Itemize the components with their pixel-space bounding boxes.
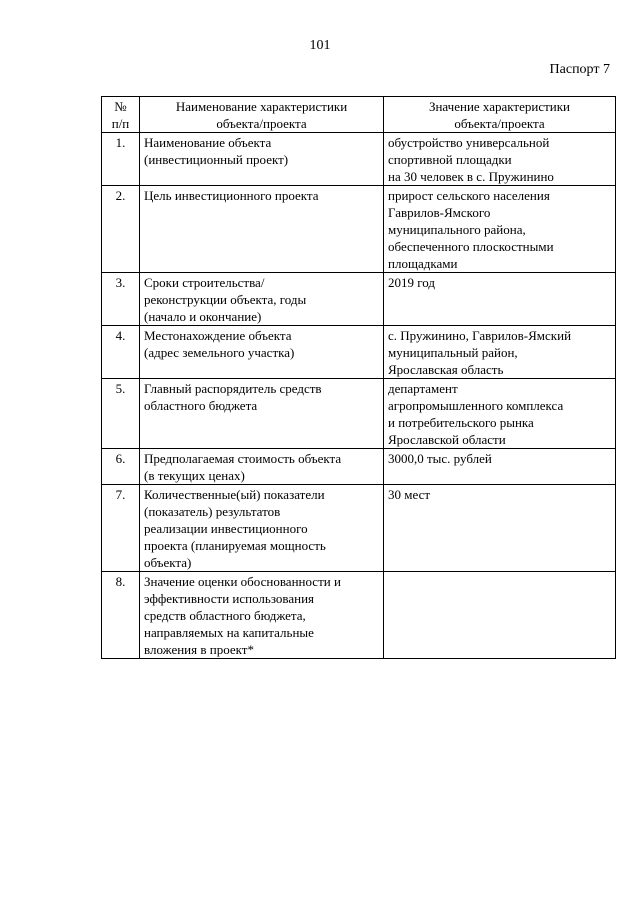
table-row	[102, 186, 616, 273]
row-name: Сроки строительства/ реконструкции объекта, годы (начало и окончание)	[140, 273, 384, 326]
table-row	[102, 133, 616, 186]
table-row	[102, 326, 616, 379]
row-value: 30 мест	[384, 485, 616, 572]
row-value: 3000,0 тыс. рублей	[384, 449, 616, 485]
header-characteristic-name: Наименование характеристики объекта/проекта	[140, 97, 384, 133]
table-row	[102, 485, 616, 572]
row-name: Значение оценки обоснованности и эффективности использования средств областного бюджета, направляемых на капитальные вложения в проект*	[140, 572, 384, 659]
row-value: департамент агропромышленного комплекса и потребительского рынка Ярославской области	[384, 379, 616, 449]
row-name: Наименование объекта (инвестиционный проект)	[140, 133, 384, 186]
page-number: 101	[309, 38, 331, 53]
row-value: 2019 год	[384, 273, 616, 326]
row-name: Главный распорядитель средств областного бюджета	[140, 379, 384, 449]
row-number: 8.	[102, 572, 140, 659]
row-number: 2.	[102, 186, 140, 273]
row-value: прирост сельского населения Гаврилов-Ямского муниципального района, обеспеченного плоскостными площадками	[384, 186, 616, 273]
row-number: 1.	[102, 133, 140, 186]
row-name: Предполагаемая стоимость объекта (в текущих ценах)	[140, 449, 384, 485]
row-number: 3.	[102, 273, 140, 326]
row-value	[384, 572, 616, 659]
row-value: с. Пружинино, Гаврилов-Ямский муниципальный район, Ярославская область	[384, 326, 616, 379]
row-name: Количественные(ый) показатели (показатель) результатов реализации инвестиционного проекта (планируемая мощность объекта)	[140, 485, 384, 572]
passport-label: Паспорт 7	[549, 62, 610, 77]
passport-table	[101, 96, 616, 659]
row-name: Цель инвестиционного проекта	[140, 186, 384, 273]
header-number: № п/п	[102, 97, 140, 133]
table-row	[102, 379, 616, 449]
table-row	[102, 273, 616, 326]
row-number: 4.	[102, 326, 140, 379]
table-header-row	[102, 97, 616, 133]
row-name: Местонахождение объекта (адрес земельного участка)	[140, 326, 384, 379]
table-row	[102, 572, 616, 659]
table-row	[102, 449, 616, 485]
row-number: 7.	[102, 485, 140, 572]
header-characteristic-value: Значение характеристики объекта/проекта	[384, 97, 616, 133]
row-value: обустройство универсальной спортивной площадки на 30 человек в с. Пружинино	[384, 133, 616, 186]
row-number: 6.	[102, 449, 140, 485]
row-number: 5.	[102, 379, 140, 449]
